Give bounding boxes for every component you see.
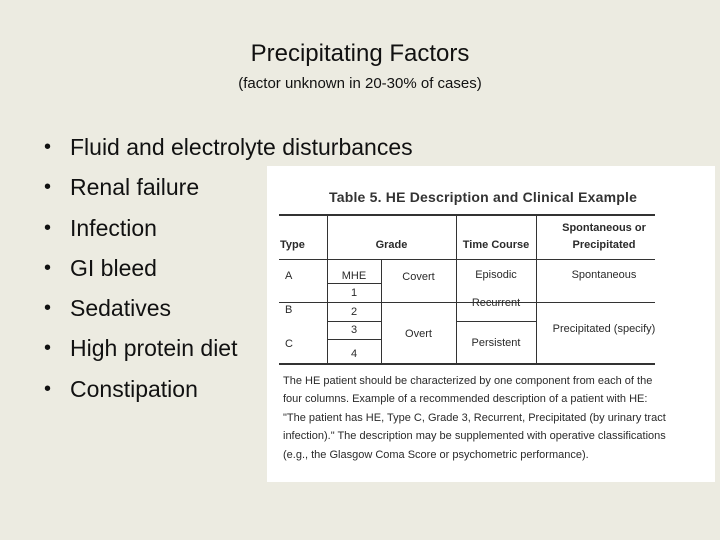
column-rule — [536, 214, 537, 364]
slide-title: Precipitating Factors — [250, 40, 470, 67]
course-recurrent: Recurrent — [471, 297, 521, 309]
bullet-dot-icon: • — [44, 216, 52, 239]
note-line: (e.g., the Glasgow Coma Score or psychometric performance). — [283, 448, 589, 461]
grade-2: 2 — [350, 306, 358, 318]
header-spontaneous-2: Precipitated — [572, 239, 636, 251]
bullet-text: Fluid and electrolyte disturbances — [70, 134, 413, 160]
bullet-text: High protein diet — [70, 335, 238, 362]
bullet-dot-icon: • — [44, 297, 52, 320]
bullet-dot-icon: • — [44, 176, 52, 199]
type-b: B — [285, 304, 293, 316]
grade-mhe: MHE — [341, 270, 367, 282]
header-type: Type — [280, 239, 305, 251]
slide-subtitle: (factor unknown in 20-30% of cases) — [238, 75, 482, 92]
course-persistent: Persistent — [471, 337, 521, 349]
header-spontaneous-1: Spontaneous or — [562, 222, 646, 234]
header-time-course: Time Course — [462, 239, 530, 251]
type-a: A — [285, 270, 293, 282]
table-bottom-rule — [279, 363, 655, 365]
row-rule — [327, 339, 381, 340]
table-header-rule — [279, 259, 655, 260]
grade-1: 1 — [350, 287, 358, 299]
bullet-dot-icon: • — [44, 136, 52, 158]
bullet-text: Renal failure — [70, 174, 200, 201]
row-rule — [327, 283, 381, 284]
bullet-text: Constipation — [70, 375, 198, 402]
table-top-rule — [279, 214, 655, 216]
bullet-dot-icon: • — [44, 256, 52, 279]
bullet-text: GI bleed — [70, 254, 157, 281]
course-episodic: Episodic — [475, 269, 517, 281]
note-line: The HE patient should be characterized by one component from each of the — [283, 375, 653, 387]
grade-4: 4 — [350, 348, 358, 360]
grade-overt: Overt — [405, 328, 432, 340]
grade-3: 3 — [350, 324, 358, 336]
note-line: infection)." The description may be supplemented with operative classifications — [283, 430, 666, 443]
row-rule — [456, 321, 536, 322]
figure-note — [283, 372, 666, 464]
bullet-dot-icon: • — [44, 377, 52, 400]
figure-caption: Table 5. HE Description and Clinical Example — [329, 189, 638, 205]
spontaneous-value: Spontaneous — [571, 269, 637, 281]
precipitated-value: Precipitated (specify) — [552, 323, 656, 335]
grade-covert: Covert — [402, 271, 435, 283]
header-grade: Grade — [375, 239, 408, 251]
he-classification-figure — [267, 166, 715, 482]
bullet-text: Sedatives — [70, 295, 172, 322]
row-rule — [327, 321, 381, 322]
note-line: four columns. Example of a recommended description of a patient with HE: — [283, 393, 648, 406]
bullet-text: Infection — [70, 214, 157, 241]
type-c: C — [285, 338, 293, 350]
note-line: "The patient has HE, Type C, Grade 3, Recurrent, Precipitated (by urinary tract — [283, 411, 666, 424]
bullet-dot-icon: • — [44, 337, 52, 360]
